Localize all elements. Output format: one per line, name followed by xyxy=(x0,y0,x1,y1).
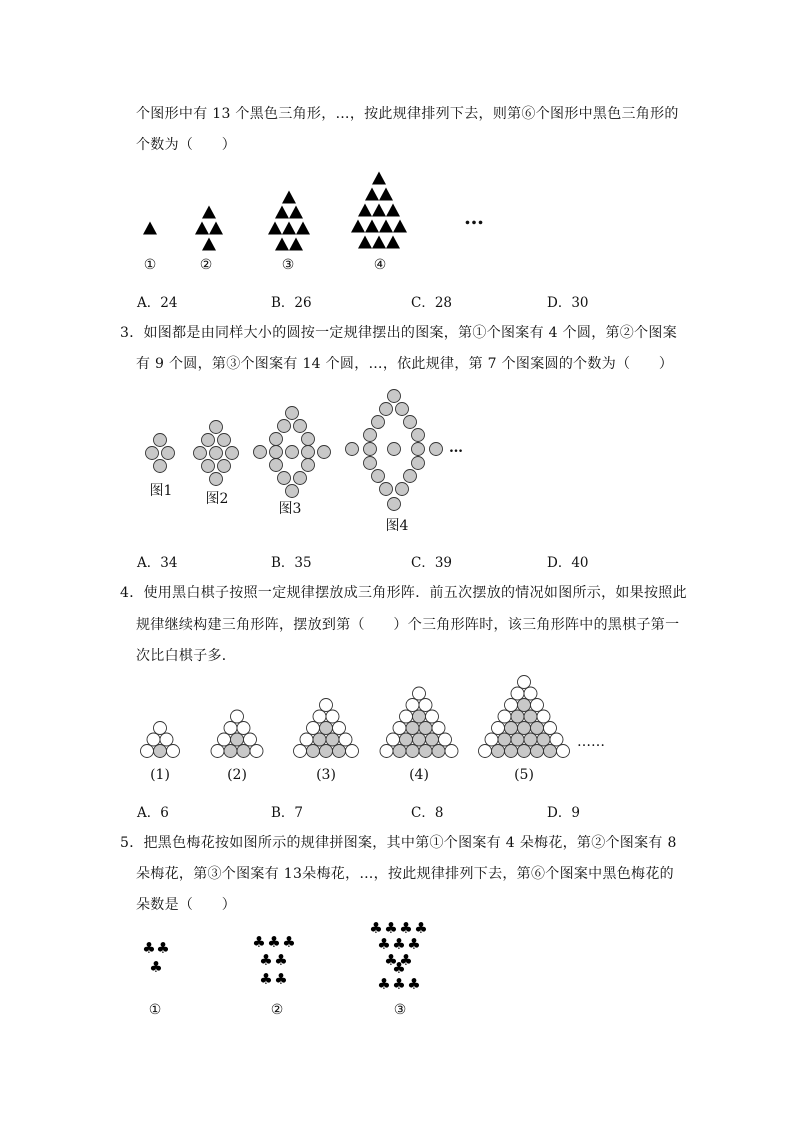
q5-fig2-club-1: ♣ xyxy=(252,933,266,951)
q4-option-a[interactable]: A．6 xyxy=(137,805,169,821)
q5-fig-label-2: ② xyxy=(270,1002,284,1018)
q4-fig5-white-piece xyxy=(492,722,505,735)
q5-fig2-club-6: ♣ xyxy=(259,970,273,988)
q5-club-figures xyxy=(0,920,794,1000)
q4-fig5-white-piece xyxy=(511,687,524,700)
q3-fig2-circle-3 xyxy=(218,434,231,447)
q4-text-line1: 4．使用黑白棋子按照一定规律摆放成三角形阵．前五次摆放的情况如图所示，如果按照此 xyxy=(120,585,687,601)
q4-fig-label-1: (1) xyxy=(150,767,170,783)
q4-fig3-white-piece xyxy=(339,733,352,746)
q4-fig3-black-piece xyxy=(320,722,333,735)
q4-fig2-black-piece xyxy=(224,745,237,758)
q4-fig3-black-piece xyxy=(333,745,346,758)
q3-option-b[interactable]: B．35 xyxy=(271,555,312,571)
q2-option-a[interactable]: A．24 xyxy=(137,295,178,311)
q2-fig-label-4: ④ xyxy=(373,257,387,273)
q2-fig4-triangle-13 xyxy=(386,236,400,249)
q4-fig5-black-piece xyxy=(505,722,518,735)
q2-fig4-triangle-2 xyxy=(365,188,379,201)
q4-fig4-black-piece xyxy=(393,745,406,758)
q5-fig3-club-3: ♣ xyxy=(399,919,413,937)
q4-fig3-black-piece xyxy=(313,733,326,746)
q4-fig3-white-piece xyxy=(346,745,359,758)
q4-fig2-white-piece xyxy=(244,733,257,746)
q4-fig5-white-piece xyxy=(557,745,570,758)
q5-fig3-club-9: ♣ xyxy=(399,951,413,969)
q3-fig4-circle-7 xyxy=(412,429,425,442)
q3-fig4-circle-9 xyxy=(364,443,377,456)
q3-ellipsis: … xyxy=(449,440,463,456)
q4-fig5-white-piece xyxy=(537,710,550,723)
q3-fig3-circle-3 xyxy=(294,420,307,433)
q3-fig4-circle-19 xyxy=(388,498,401,511)
q5-fig3-club-4: ♣ xyxy=(414,919,428,937)
q3-fig3-circle-8 xyxy=(286,446,299,459)
q3-fig2-circle-8 xyxy=(218,460,231,473)
q3-fig4-circle-14 xyxy=(412,457,425,470)
q2-fig4-triangle-9 xyxy=(379,220,393,233)
q4-fig2-black-piece xyxy=(231,733,244,746)
q3-fig3-circle-2 xyxy=(278,420,291,433)
q3-option-c[interactable]: C．39 xyxy=(411,555,453,571)
q4-fig5-black-piece xyxy=(518,699,531,712)
q4-fig2-white-piece xyxy=(211,745,224,758)
q4-fig4-white-piece xyxy=(413,687,426,700)
q3-fig2-circle-9 xyxy=(210,473,223,486)
q4-fig3-white-piece xyxy=(300,733,313,746)
q3-fig3-circle-14 xyxy=(294,472,307,485)
q2-fig3-triangle-4 xyxy=(268,222,282,235)
q4-fig4-white-piece xyxy=(400,710,413,723)
q4-fig4-white-piece xyxy=(419,699,432,712)
q5-text-line3: 朵数是（ ） xyxy=(136,897,237,913)
q2-fig2-triangle-1 xyxy=(202,206,216,219)
q3-circle-figures xyxy=(0,380,794,530)
q2-fig1-triangle-1 xyxy=(143,222,157,235)
q4-fig4-white-piece xyxy=(393,722,406,735)
q2-option-b[interactable]: B．26 xyxy=(271,295,312,311)
q4-fig4-black-piece xyxy=(419,722,432,735)
q4-fig3-black-piece xyxy=(307,745,320,758)
q3-fig3-circle-13 xyxy=(278,472,291,485)
q4-fig5-white-piece xyxy=(524,687,537,700)
q4-fig4-black-piece xyxy=(413,733,426,746)
q2-fig4-triangle-11 xyxy=(358,236,372,249)
q5-fig2-club-7: ♣ xyxy=(274,970,288,988)
q4-fig2-white-piece xyxy=(224,722,237,735)
q4-fig3-white-piece xyxy=(307,722,320,735)
q4-fig5-black-piece xyxy=(518,745,531,758)
q4-fig4-white-piece xyxy=(426,710,439,723)
q3-fig3-circle-15 xyxy=(286,485,299,498)
q3-option-d[interactable]: D．40 xyxy=(547,555,589,571)
q2-fig3-triangle-5 xyxy=(282,222,296,235)
q2-fig3-triangle-2 xyxy=(275,206,289,219)
q4-fig3-white-piece xyxy=(320,699,333,712)
q2-fig2-triangle-3 xyxy=(209,222,223,235)
q2-fig4-triangle-3 xyxy=(379,188,393,201)
q4-fig4-black-piece xyxy=(419,745,432,758)
q3-fig3-circle-1 xyxy=(286,407,299,420)
q4-fig5-black-piece xyxy=(511,710,524,723)
q3-fig-label-2: 图2 xyxy=(205,491,229,507)
q4-fig-label-3: (3) xyxy=(316,767,336,783)
q3-fig4-circle-4 xyxy=(372,416,385,429)
q3-fig1-circle-1 xyxy=(154,434,167,447)
q4-fig4-white-piece xyxy=(432,722,445,735)
q3-fig2-circle-1 xyxy=(210,421,223,434)
q2-fig4-triangle-12 xyxy=(372,236,386,249)
q4-fig4-white-piece xyxy=(380,745,393,758)
q5-text-line1: 5．把黑色梅花按如图所示的规律拼图案，其中第①个图案有 4 朵梅花，第②个图案有 8 xyxy=(120,835,677,851)
q3-fig-label-4: 图4 xyxy=(385,518,409,534)
q3-fig4-circle-6 xyxy=(364,429,377,442)
q5-fig3-club-12: ♣ xyxy=(392,975,406,993)
q3-fig4-circle-18 xyxy=(396,483,409,496)
q4-fig3-black-piece xyxy=(320,745,333,758)
q4-fig5-black-piece xyxy=(505,745,518,758)
q4-fig5-white-piece xyxy=(485,733,498,746)
q3-fig-label-3: 图3 xyxy=(278,501,302,517)
q3-fig3-circle-6 xyxy=(254,446,267,459)
q3-fig4-circle-8 xyxy=(346,443,359,456)
q4-fig5-white-piece xyxy=(498,710,511,723)
q5-fig1-club-3: ♣ xyxy=(149,958,163,976)
q3-fig2-circle-5 xyxy=(210,447,223,460)
q4-fig3-white-piece xyxy=(313,710,326,723)
q5-fig2-club-5: ♣ xyxy=(274,951,288,969)
q4-text-line2: 规律继续构建三角形阵，摆放到第（ ）个三角形阵时，该三角形阵中的黑棋子第一 xyxy=(136,617,680,633)
q3-fig3-circle-12 xyxy=(302,459,315,472)
q5-fig3-club-1: ♣ xyxy=(369,919,383,937)
q3-fig4-circle-13 xyxy=(364,457,377,470)
q2-triangle-figures xyxy=(0,165,794,265)
q3-fig3-circle-4 xyxy=(270,433,283,446)
q4-fig-label-2: (2) xyxy=(227,767,247,783)
q4-fig1-white-piece xyxy=(147,733,160,746)
q2-fig4-triangle-4 xyxy=(358,204,372,217)
q5-fig-label-1: ① xyxy=(148,1002,162,1018)
q4-fig5-white-piece xyxy=(518,676,531,689)
q3-fig4-circle-10 xyxy=(388,443,401,456)
q3-fig2-circle-2 xyxy=(202,434,215,447)
q4-fig3-black-piece xyxy=(326,733,339,746)
q4-fig5-white-piece xyxy=(550,733,563,746)
q4-fig2-white-piece xyxy=(218,733,231,746)
q2-fig3-triangle-8 xyxy=(289,238,303,251)
q3-options xyxy=(137,551,657,571)
q3-fig3-circle-11 xyxy=(270,459,283,472)
q4-fig1-black-piece xyxy=(154,745,167,758)
q3-text-line1: 3．如图都是由同样大小的圆按一定规律摆出的图案，第①个图案有 4 个圆，第②个图案 xyxy=(120,325,678,341)
q4-fig1-white-piece xyxy=(141,745,154,758)
q4-fig5-white-piece xyxy=(505,699,518,712)
q2-fig4-triangle-5 xyxy=(372,204,386,217)
q4-fig1-white-piece xyxy=(160,733,173,746)
q4-fig1-white-piece xyxy=(167,745,180,758)
q2-fig4-triangle-7 xyxy=(351,220,365,233)
q2-fig4-triangle-10 xyxy=(393,220,407,233)
q3-fig1-circle-2 xyxy=(146,447,159,460)
q5-fig3-club-11: ♣ xyxy=(377,975,391,993)
q4-fig5-black-piece xyxy=(537,733,550,746)
q3-fig4-circle-12 xyxy=(430,443,443,456)
q4-fig4-black-piece xyxy=(413,710,426,723)
q3-fig2-circle-7 xyxy=(202,460,215,473)
q3-fig1-circle-4 xyxy=(154,460,167,473)
q2-fig3-triangle-7 xyxy=(275,238,289,251)
q4-fig5-white-piece xyxy=(544,722,557,735)
q3-fig3-circle-7 xyxy=(270,446,283,459)
q4-fig5-black-piece xyxy=(518,722,531,735)
q2-fig-label-1: ① xyxy=(143,257,157,273)
q2-fig4-triangle-1 xyxy=(372,172,386,185)
q2-ellipsis: … xyxy=(464,205,484,229)
q4-fig5-black-piece xyxy=(524,710,537,723)
q4-fig4-white-piece xyxy=(445,745,458,758)
q4-fig3-white-piece xyxy=(294,745,307,758)
q3-fig4-circle-16 xyxy=(404,470,417,483)
q5-fig2-club-3: ♣ xyxy=(282,933,296,951)
q4-fig5-white-piece xyxy=(479,745,492,758)
q4-fig3-white-piece xyxy=(333,722,346,735)
q5-fig3-club-2: ♣ xyxy=(384,919,398,937)
q3-fig2-circle-4 xyxy=(194,447,207,460)
q4-fig2-white-piece xyxy=(231,710,244,723)
q4-fig4-black-piece xyxy=(406,722,419,735)
q4-option-d[interactable]: D．9 xyxy=(547,805,580,821)
q4-fig4-white-piece xyxy=(439,733,452,746)
q3-option-a[interactable]: A．34 xyxy=(137,555,178,571)
q4-fig4-black-piece xyxy=(432,745,445,758)
q4-text-line3: 次比白棋子多． xyxy=(136,648,237,664)
q2-fig3-triangle-6 xyxy=(296,222,310,235)
q4-fig5-black-piece xyxy=(492,745,505,758)
q4-fig2-black-piece xyxy=(237,745,250,758)
q4-option-c[interactable]: C．8 xyxy=(411,805,444,821)
q5-fig3-club-5: ♣ xyxy=(377,935,391,953)
q3-fig4-circle-15 xyxy=(372,470,385,483)
q4-fig-label-4: (4) xyxy=(409,767,429,783)
q4-fig5-black-piece xyxy=(524,733,537,746)
q5-fig2-club-2: ♣ xyxy=(267,933,281,951)
q2-fig2-triangle-2 xyxy=(195,222,209,235)
q3-fig-label-1: 图1 xyxy=(149,483,173,499)
q3-fig3-circle-10 xyxy=(318,446,331,459)
q4-fig5-white-piece xyxy=(531,699,544,712)
q3-fig4-circle-1 xyxy=(388,390,401,403)
q4-fig5-black-piece xyxy=(544,745,557,758)
q4-ellipsis: …… xyxy=(577,734,605,750)
q2-fig3-triangle-3 xyxy=(289,206,303,219)
q3-fig4-circle-2 xyxy=(380,403,393,416)
q4-fig4-white-piece xyxy=(406,699,419,712)
q4-fig5-black-piece xyxy=(531,722,544,735)
q2-fig2-triangle-4 xyxy=(202,238,216,251)
q3-fig4-circle-11 xyxy=(412,443,425,456)
q5-fig3-club-6: ♣ xyxy=(392,935,406,953)
q5-text-line2: 朵梅花，第③个图案有 13朵梅花，…，按此规律排列下去，第⑥个图案中黑色梅花的 xyxy=(136,866,674,882)
q4-options xyxy=(137,801,657,821)
q5-fig3-club-7: ♣ xyxy=(407,935,421,953)
q5-fig1-club-2: ♣ xyxy=(156,939,170,957)
q3-text-line2: 有 9 个圆，第③个图案有 14 个圆，…，依此规律，第 7 个图案圆的个数为（ ） xyxy=(136,356,674,372)
q5-fig3-club-8: ♣ xyxy=(384,951,398,969)
q4-fig5-black-piece xyxy=(498,733,511,746)
q3-fig1-circle-3 xyxy=(162,447,175,460)
q4-fig2-white-piece xyxy=(237,722,250,735)
q2-option-c[interactable]: C．28 xyxy=(411,295,453,311)
q2-fig-label-2: ② xyxy=(199,257,213,273)
q3-fig4-circle-5 xyxy=(404,416,417,429)
q5-fig1-club-1: ♣ xyxy=(142,939,156,957)
q4-fig3-white-piece xyxy=(326,710,339,723)
q3-fig4-circle-3 xyxy=(396,403,409,416)
q3-fig3-circle-5 xyxy=(302,433,315,446)
q3-fig2-circle-6 xyxy=(226,447,239,460)
q4-fig5-black-piece xyxy=(511,733,524,746)
q2-fig-label-3: ③ xyxy=(281,257,295,273)
q2-fig4-triangle-6 xyxy=(386,204,400,217)
q5-fig3-club-10: ♣ xyxy=(392,959,406,977)
q2-options xyxy=(137,291,657,311)
q2-fig3-triangle-1 xyxy=(282,191,296,204)
q2-fig4-triangle-8 xyxy=(365,220,379,233)
q4-fig4-black-piece xyxy=(406,745,419,758)
q4-option-b[interactable]: B．7 xyxy=(271,805,304,821)
q5-fig3-club-13: ♣ xyxy=(407,975,421,993)
q5-fig-label-3: ③ xyxy=(393,1002,407,1018)
q4-fig-label-5: (5) xyxy=(514,767,534,783)
q2-text-line2: 个数为（ ） xyxy=(136,137,237,153)
q4-fig1-white-piece xyxy=(154,722,167,735)
q4-fig5-black-piece xyxy=(531,745,544,758)
q4-chess-triangle-figures xyxy=(0,670,794,780)
q5-fig2-club-4: ♣ xyxy=(259,951,273,969)
q4-fig4-black-piece xyxy=(426,733,439,746)
q4-fig4-white-piece xyxy=(387,733,400,746)
q3-fig3-circle-9 xyxy=(302,446,315,459)
q2-option-d[interactable]: D．30 xyxy=(547,295,589,311)
q2-text-line1: 个图形中有 13 个黑色三角形，…，按此规律排列下去，则第⑥个图形中黑色三角形的 xyxy=(136,106,679,122)
q3-fig4-circle-17 xyxy=(380,483,393,496)
q4-fig2-white-piece xyxy=(250,745,263,758)
q4-fig4-black-piece xyxy=(400,733,413,746)
